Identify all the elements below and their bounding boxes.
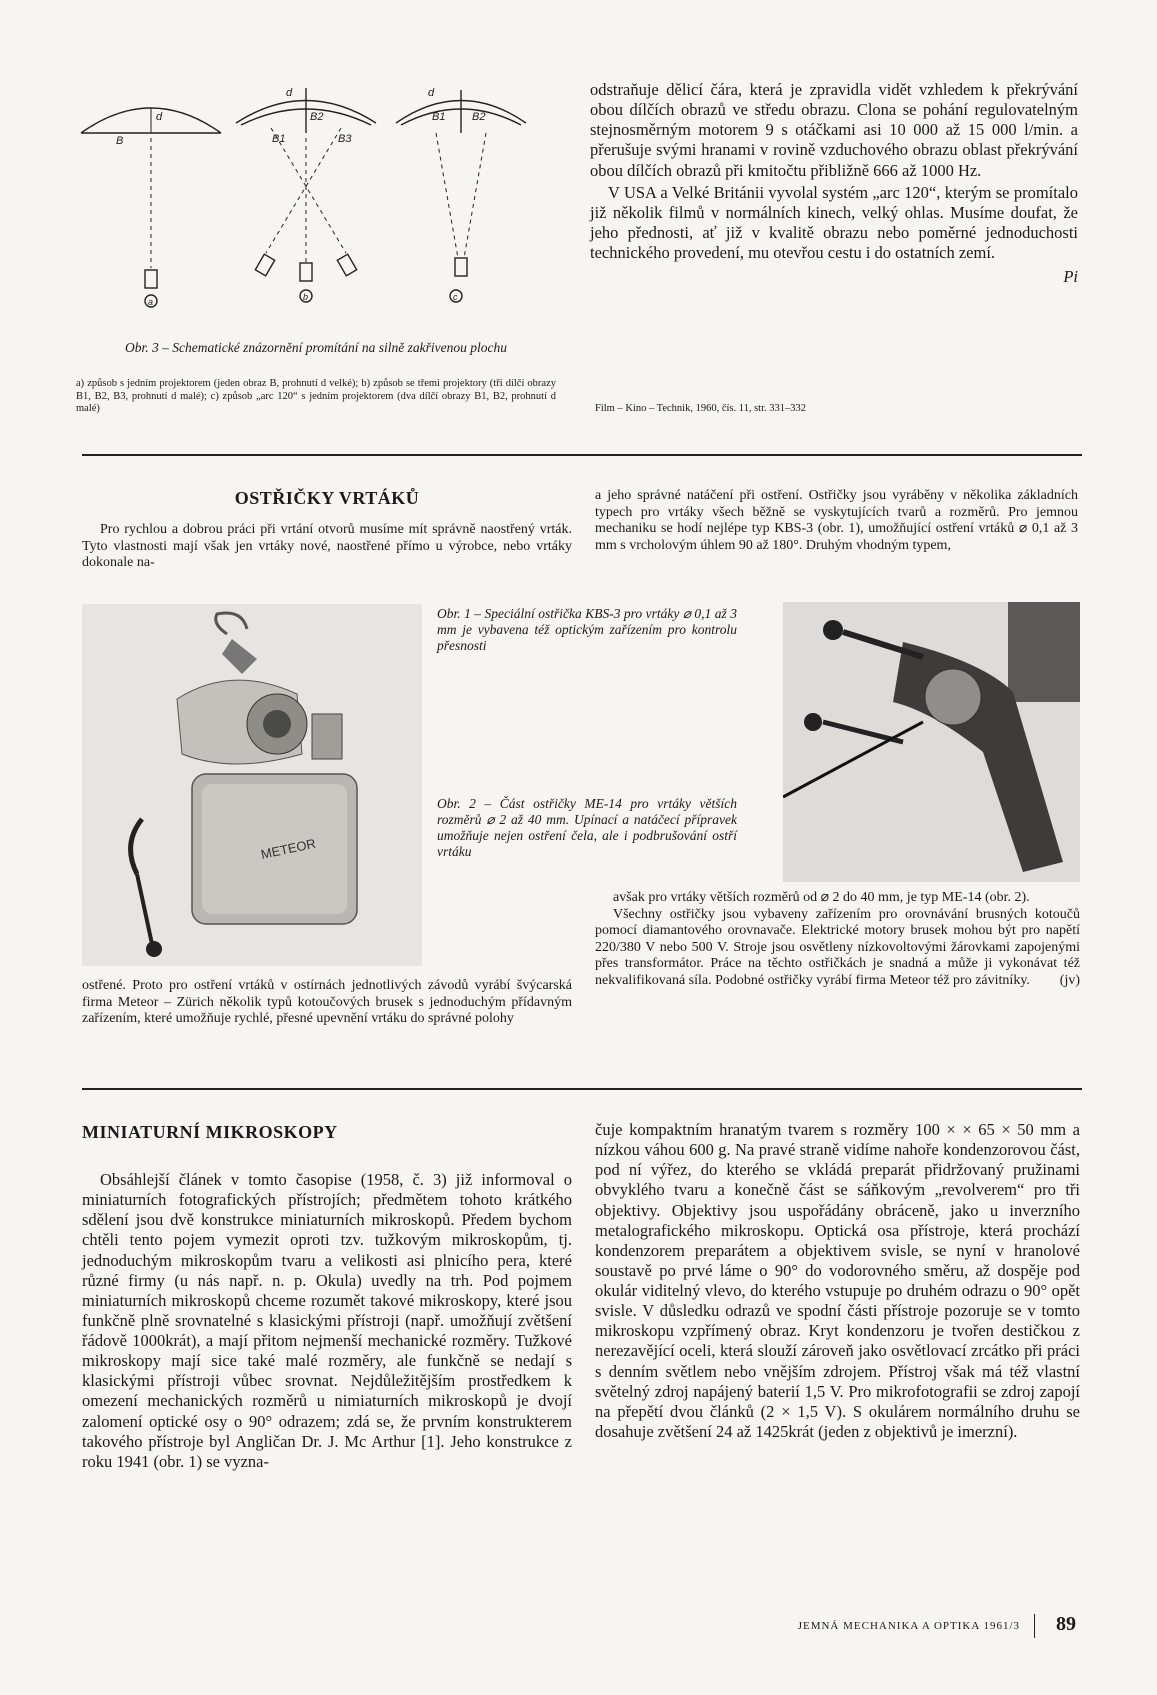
label-B2-b: B2 (310, 111, 324, 123)
label-B: B (116, 135, 124, 147)
article-3-title: MINIATURNÍ MIKROSKOPY (82, 1122, 338, 1142)
label-d-b: d (286, 87, 293, 99)
footer-divider (1034, 1614, 1035, 1638)
article-3-right: čuje kompaktním hranatým tvarem s rozměry 100 × × 65 × 50 mm a nízkou váhou 600 g. Na pravé straně vidíme nahoře kondenzorovou část, pod ní výřez, do kterého se vkládá preparát přidržovaný pružinami obvyklého tvaru a konečně část se sáňkovým „revolverem“ pro tři objektivy. Objektivy jsou uspořádány obráceně, jako u inverzního metalografického mikroskopu. Optická osa přístroje, která prochází kondenzorem preparátem a objektivem svisle, se nyní v hranolové soustavě po prvé láme o 90° do vodorovného směru, až dospěje pod okulár viditelný vlevo, do kterého vstupuje po druhém odrazu o 90° opět svisle. V důsledku odrazů ve spodní části přístroje pozoruje se v tomto mikroskopu vzpřímený obraz. Kryt kondenzoru je tvořen destičkou z nerezavějící oceli, která slouží zároveň jako osvětlovací zrcátko při práci s denním světlem nebo vnějším zdrojem. Přístroj však má též vlastní světelný zdroj napájený baterií 1,5 V. Pro mikrofotografii se zdroj zapojí na přepětí dvou článků (2 × 1,5 V). S okulárem normálního druhu se dosahuje zvětšení 24 až 1425krát (jeden z objektivů je imerzní). (595, 1120, 1080, 1441)
footer-journal: JEMNÁ MECHANIKA A OPTIKA 1961/3 (797, 1620, 1020, 1632)
figure-3 (76, 78, 556, 328)
article-2-intro: Pro rychlou a dobrou práci při vrtání otvorů musíme mít správně naostřený vrták. Tyto vlastnosti mají však jen vrtáky nové, naostřené přímo u výrobce, nebo vrtáky dokonale na- (82, 522, 572, 571)
projector-b-center (300, 263, 312, 281)
projector-b-left (255, 254, 274, 276)
divider-2 (82, 1088, 1082, 1090)
article-2-right-bottom-1: avšak pro vrtáky větších rozměrů od ⌀ 2 do 40 mm, je typ ME-14 (obr. 2). (613, 890, 1030, 905)
photo-kbs3 (82, 604, 422, 966)
me14-machine-illustration (783, 602, 1080, 882)
label-d-a: d (156, 111, 163, 123)
label-d-c: d (428, 87, 435, 99)
label-B2-c: B2 (472, 111, 486, 123)
top-author: Pi (1063, 267, 1078, 287)
top-source: Film – Kino – Technik, 1960, čís. 11, str. 331–332 (595, 403, 807, 414)
article-2-right-bottom-2: Všechny ostřičky jsou vybaveny zařízením pro orovnávání brusných kotoučů pomocí diamantového orovnavače. Elektrické motory brusek mohou být pro napětí 220/380 V nebo 500 V. Stroje jsou osvětleny nízkovoltovými žárovkami zapojenými přes transformátor. Práce na těchto ostřičkách je snadná a může ji vykonávat též nekvalifikovaná síla. Podobné ostřičky vyrábí firma Meteor též pro závitníky. (595, 906, 1080, 988)
article-2-left-bottom: ostřené. Proto pro ostření vrtáků v ostírnách jednotlivých závodů vyrábí švýcarská firma Meteor – Zürich několik typů kotoučových brusek s jednoduchým přídavným zařízením, které umožňuje rychlé, přesné upevnění vrtáku do správné polohy (82, 978, 572, 1027)
article-2-right-top: a jeho správné natáčení při ostření. Ostřičky jsou vyráběny v několika základních typech pro vrtáky všech běžně se vyskytujících tvarů a rozměrů. Pro jemnou mechaniku se hodí nejlépe typ KBS-3 (obr. 1), umožňující ostření vrtáků ⌀ 0,1 až 3 mm s vrcholovým úhlem 90 až 180°. Druhým vhodným typem, (595, 488, 1078, 553)
top-paragraph-2: V USA a Velké Británii vyvolal systém „arc 120“, kterým se promítalo již několik filmů v normálních kinech, velký ohlas. Musíme doufat, že jeho přednosti, ať již v kvalitě obrazu nebo poměrné jednoduchosti technického provedení, mu otevřou cestu i do ostatních zemí. (590, 182, 1078, 262)
article-3-left: Obsáhlejší článek v tomto časopise (1958, č. 3) již informoval o miniaturních fotografických přístrojích; předmětem tohoto krátkého sdělení jsou dvě konstrukce miniaturních mikroskopů. Předem bychom chtěli tento pojem vymezit oproti tzv. tužkovým mikroskopům, tj. jednoduchým mikroskopům tvaru a velikosti asi plnicího pera, které různé firmy (u nás např. n. p. Okula) uvedly na trh. Pod pojmem miniaturních mikroskopů chceme rozumět takové mikroskopy, které jsou funkčně plně srovnatelné s klasickými přístroji (např. umožňují zvětšení řádově 1000krát), a mají přitom nejmenší mechanické rozměry. Tužkové mikroskopy mají sice také malé rozměry, ale funkčně se nedají s klasickými přístroji vůbec srovnat. Nejdůležitějším prostředkem k omezení mechanických rozměrů u nimiaturních mikroskopů je dvojí zalomení optické osy o 90° odrazem; zdá se, že prvním konstrukterem takového přístroje byl Angličan Dr. J. Mc Arthur [1]. Jeho konstrukce z roku 1941 (obr. 1) se vyzna- (82, 1170, 572, 1471)
label-a: a (148, 297, 154, 307)
article-2-title: OSTŘIČKY VRTÁKŮ (234, 488, 420, 508)
caption-obr-1: Obr. 1 – Speciální ostřička KBS-3 pro vrtáky ⌀ 0,1 až 3 mm je vybavena též optickým zařízením pro kontrolu přesnosti (437, 606, 737, 653)
caption-obr-2: Obr. 2 – Část ostřičky ME-14 pro vrtáky větších rozměrů ⌀ 2 až 40 mm. Upínací a natáčecí přípravek umožňuje nejen ostření čela, ale i podbrušování ostří vrtáku (437, 796, 737, 859)
machine-label: METEOR (259, 835, 318, 862)
projector-a (145, 270, 157, 288)
page-number: 89 (1056, 1613, 1076, 1635)
projector-b-right (337, 254, 356, 276)
projector-c (455, 258, 467, 276)
divider-1 (82, 454, 1082, 456)
label-c: c (453, 292, 458, 302)
footer (700, 1612, 1080, 1642)
figure-3-caption: Obr. 3 – Schematické znázornění promítání na silně zakřivenou plochu (125, 340, 507, 355)
photo-me14 (783, 602, 1080, 882)
article-2-author: (jv) (1059, 973, 1080, 989)
top-paragraph-1: odstraňuje dělicí čára, která je zpravidla vidět vzhledem k překrývání obou dílčích obrazů ve středu obrazu. Clona se pohání regulovatelným stejnosměrným motorem 9 s otáčkami asi 10 000 až 15 000 l/min. a přerušuje svými hranami v rovině vzduchového obrazu oblast překrývání obou dílčích obrazů při kmitočtu přibližně 666 až 1000 Hz. (590, 80, 1078, 180)
projection-diagram (76, 78, 556, 328)
figure-3-note: a) způsob s jedním projektorem (jeden obraz B, prohnutí d velké); b) způsob se třemi projektory (tři dílčí obrazy B1, B2, B3, prohnutí d malé); c) způsob „arc 120“ s jedním projektorem (dva dílčí obrazy B1, B2, prohnutí d malé) (76, 378, 556, 415)
kbs3-machine-illustration (82, 604, 422, 966)
label-B1-c: B1 (432, 111, 446, 123)
label-b: b (303, 292, 309, 302)
label-B1-b: B1 (272, 133, 286, 145)
label-B3-b: B3 (338, 133, 352, 145)
